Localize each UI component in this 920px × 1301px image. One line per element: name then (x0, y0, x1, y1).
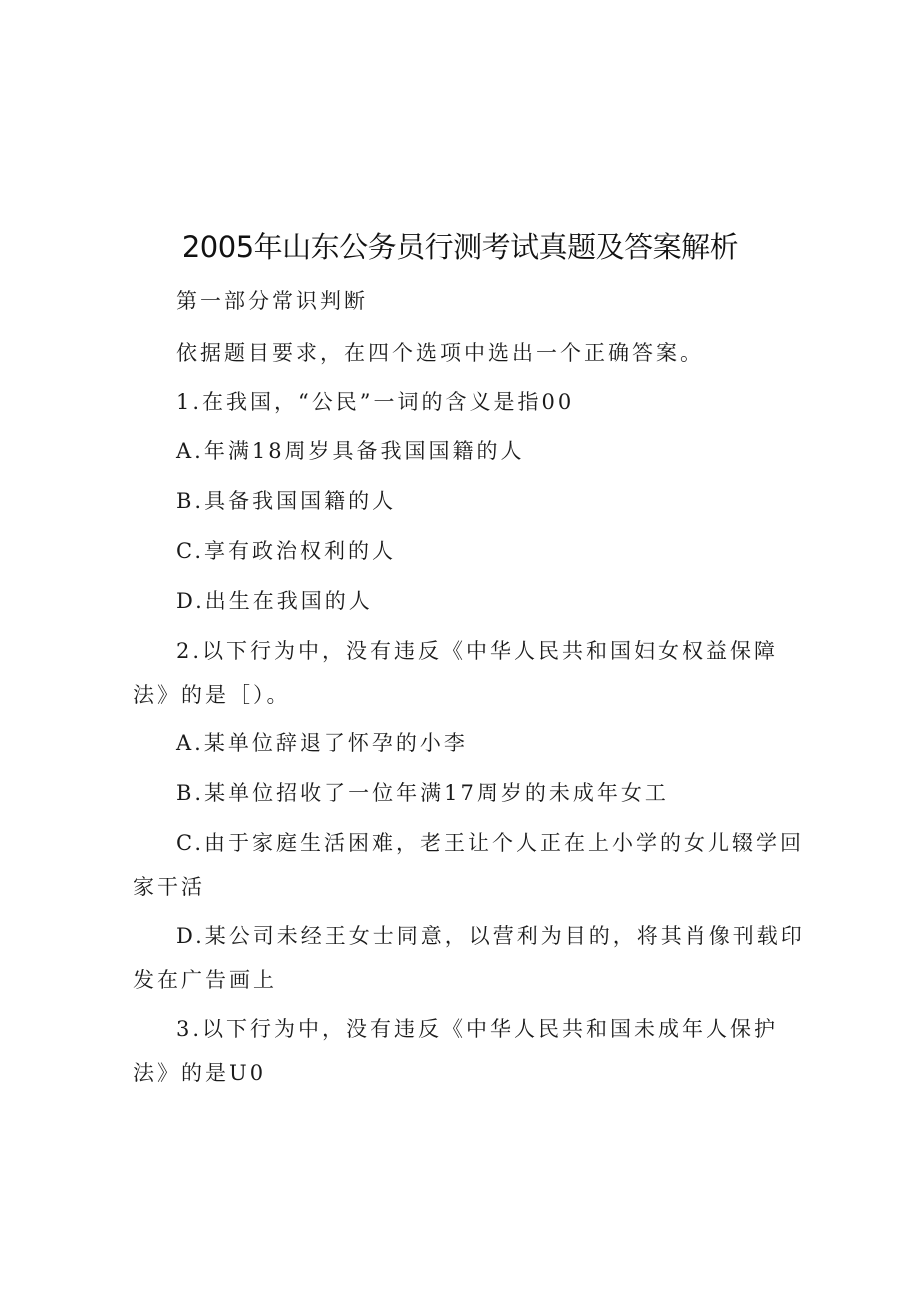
section-heading: 第一部分常识判断 (176, 289, 368, 313)
question-2-option-b: B.某单位招收了一位年满17周岁的未成年女工 (176, 781, 669, 805)
question-2-option-c-line-1: C.由于家庭生活困难，老王让个人正在上小学的女儿辍学回 (176, 831, 804, 855)
question-1-option-a: A.年满18周岁具备我国国籍的人 (176, 439, 525, 463)
question-3-stem-line-2: 法》的是U0 (133, 1061, 267, 1085)
question-3-stem-line-1: 3.以下行为中，没有违反《中华人民共和国未成年人保护 (176, 1017, 779, 1041)
question-1-option-d: D.出生在我国的人 (176, 589, 373, 613)
question-2-stem-line-1: 2.以下行为中，没有违反《中华人民共和国妇女权益保障 (176, 639, 779, 663)
question-1-option-c: C.享有政治权利的人 (176, 539, 396, 563)
question-1-option-b: B.具备我国国籍的人 (176, 489, 397, 513)
question-2-option-d-line-1: D.某公司未经王女士同意，以营利为目的，将其肖像刊载印 (176, 924, 805, 948)
question-2-option-a: A.某单位辞退了怀孕的小李 (176, 731, 468, 755)
question-1-stem: 1.在我国，“公民”一词的含义是指00 (176, 390, 575, 414)
document-title: 2005年山东公务员行测考试真题及答案解析 (181, 230, 739, 264)
instruction-text: 依据题目要求，在四个选项中选出一个正确答案。 (176, 341, 704, 365)
question-2-option-d-line-2: 发在广告画上 (133, 968, 277, 992)
question-2-stem-line-2: 法》的是［）。 (133, 683, 291, 707)
question-2-option-c-line-2: 家干活 (133, 875, 205, 899)
